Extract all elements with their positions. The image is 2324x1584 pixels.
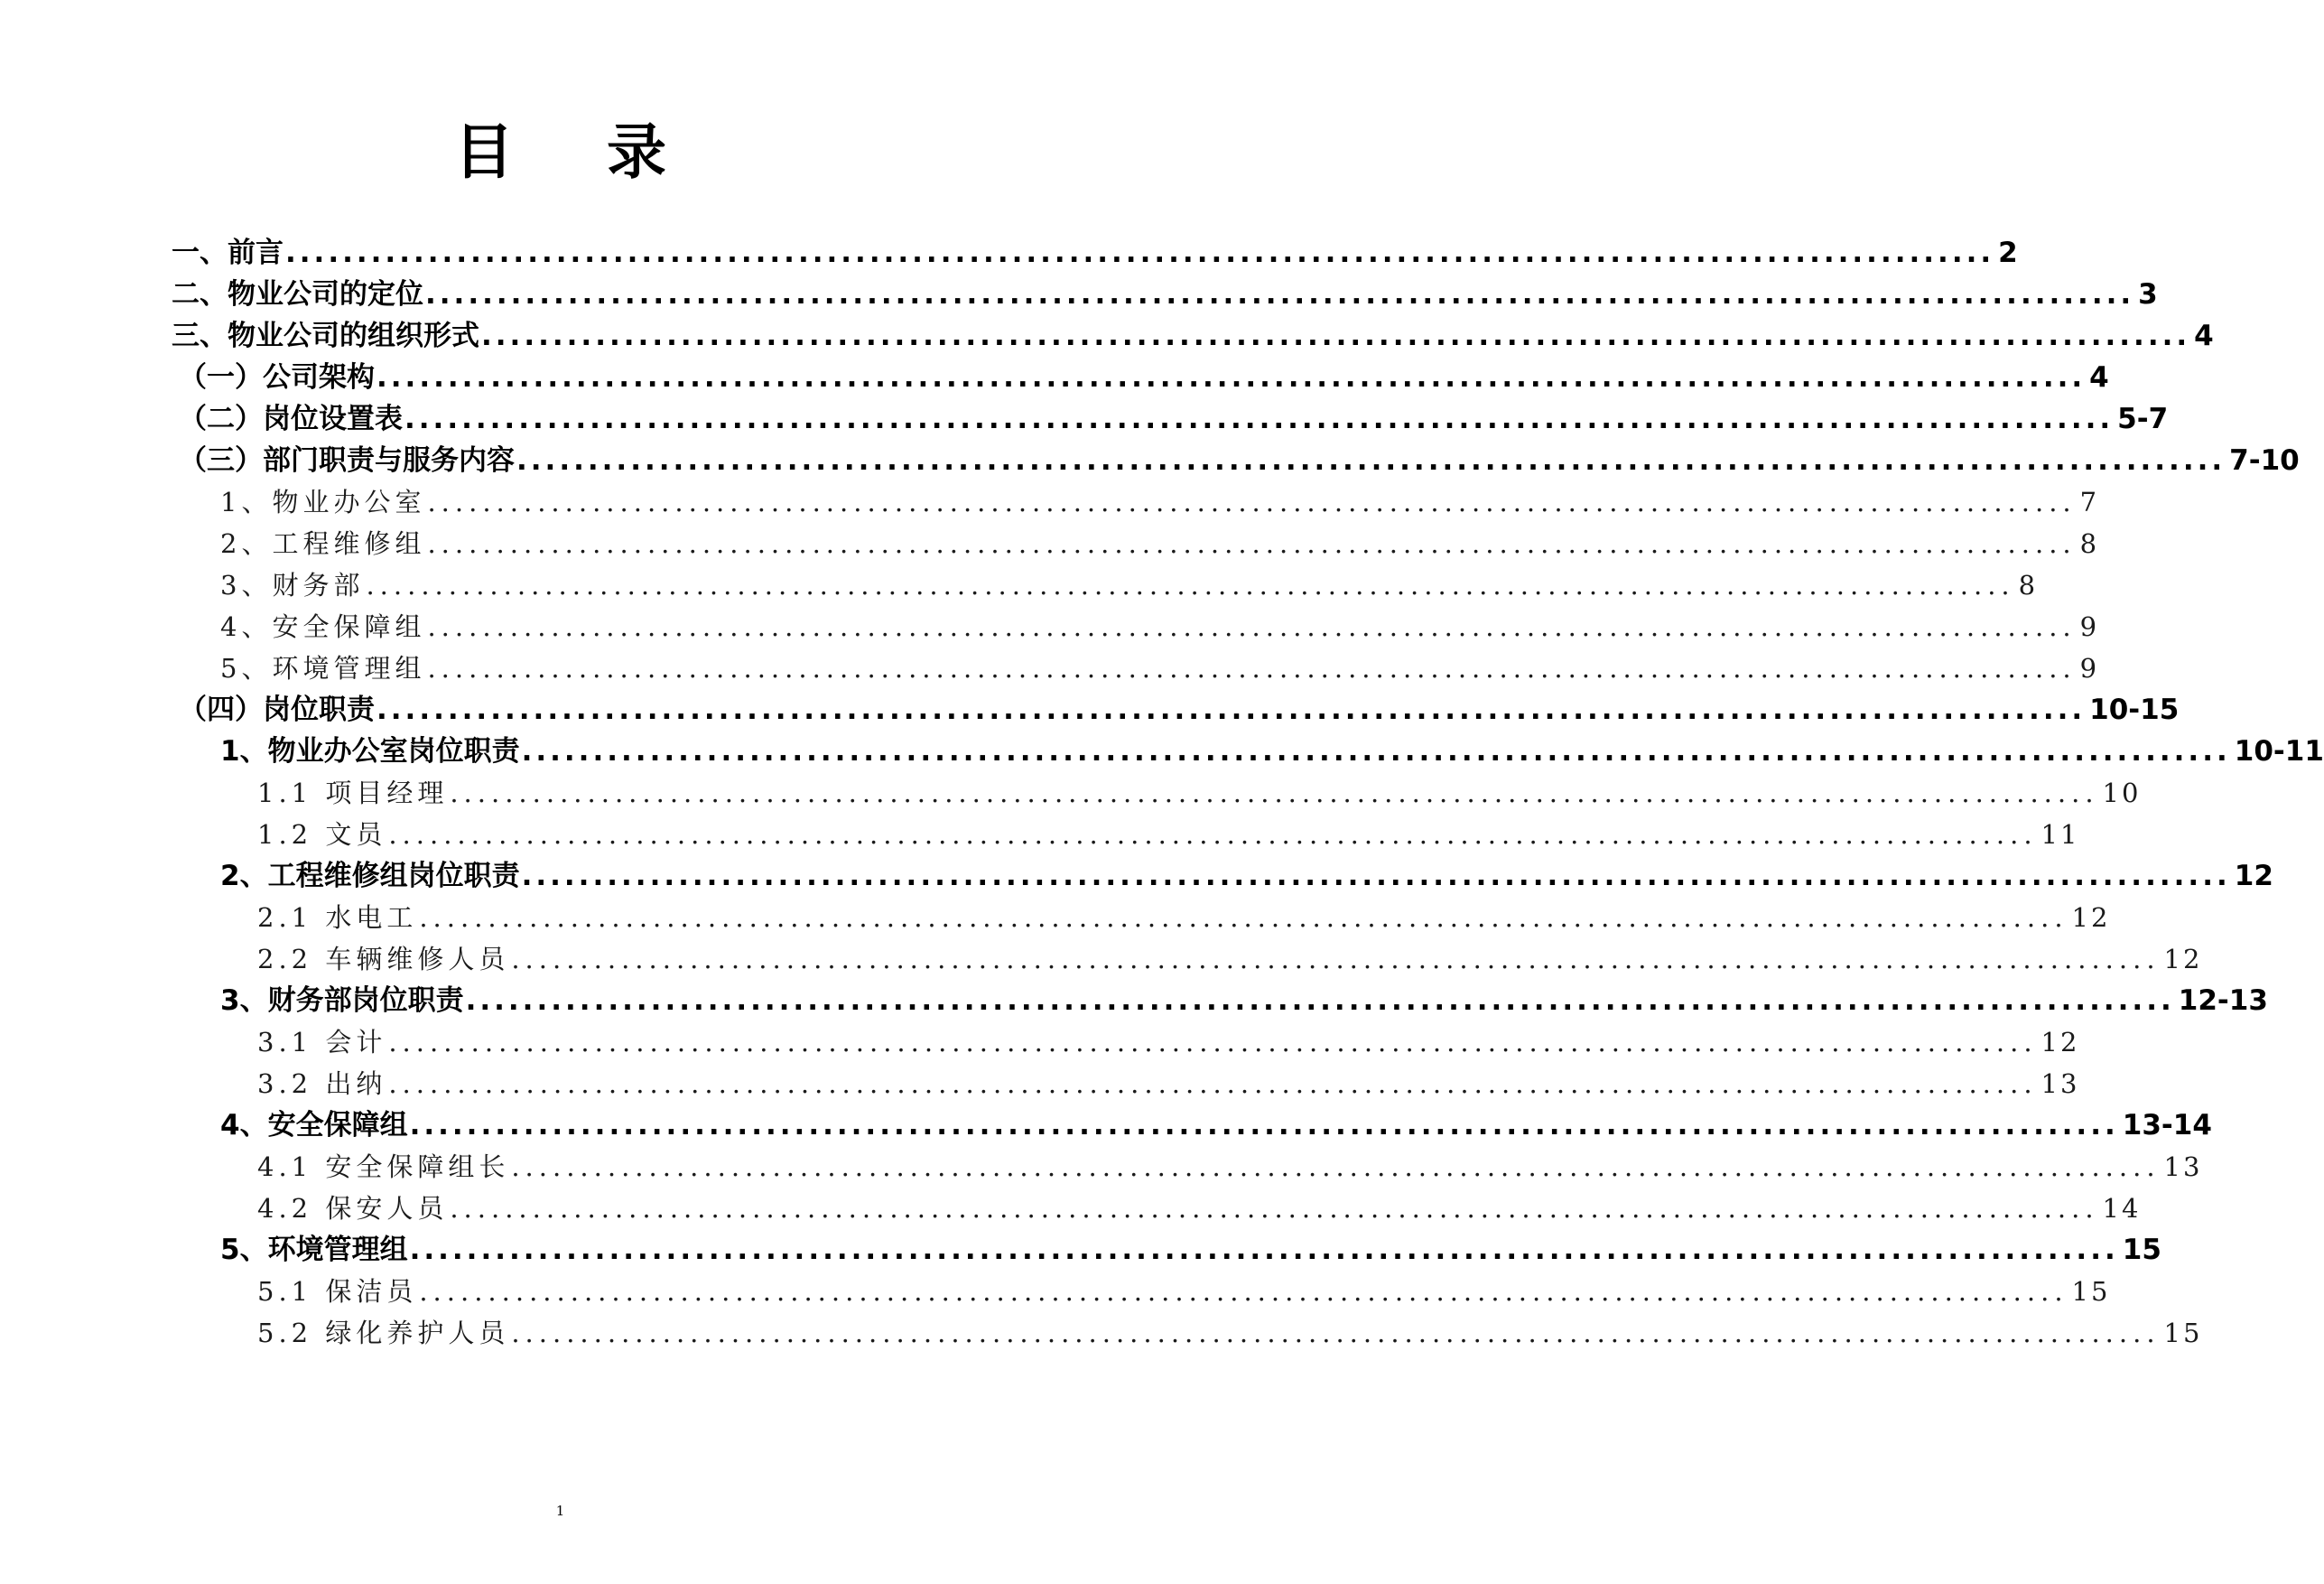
toc-entry[interactable]	[0, 980, 2268, 1021]
toc-entry-label: 4.1 安全保障组长	[257, 1151, 510, 1182]
toc-entry-label: 1、物业办公室	[220, 487, 426, 517]
toc-entry-page: 2	[1998, 237, 2018, 269]
toc-dot-leader: ........................................................................................................................	[376, 361, 2087, 394]
toc-entry-page: 11	[2040, 819, 2080, 850]
toc-entry-page: 12	[2040, 1027, 2080, 1058]
toc-entry-page: 10-11	[2234, 735, 2324, 768]
toc-entry[interactable]	[0, 1271, 2111, 1312]
toc-entry-page: 7	[2079, 487, 2100, 517]
toc-dot-leader: ........................................................................................................................	[427, 653, 2077, 684]
page-number: 1	[555, 1503, 565, 1519]
toc-entry-page: 13-14	[2122, 1109, 2212, 1141]
toc-dot-leader: ........................................................................................................................	[450, 1193, 2099, 1224]
toc-entry-page: 3	[2138, 278, 2158, 311]
toc-entry-page: 8	[2018, 570, 2039, 601]
toc-entry-label: 1.1 项目经理	[257, 778, 449, 808]
toc-entry-page: 13	[2163, 1151, 2203, 1182]
toc-entry-label: 5、环境管理组	[220, 653, 426, 684]
toc-entry-label: 4.2 保安人员	[257, 1193, 449, 1224]
toc-dot-leader: ........................................................................................................................	[511, 944, 2161, 974]
toc-entry[interactable]	[0, 606, 2100, 648]
toc-entry-label: 三、物业公司的组织形式	[172, 320, 479, 352]
toc-dot-leader: ........................................................................................................................	[450, 778, 2099, 808]
toc-entry-page: 13	[2040, 1068, 2080, 1099]
toc-entry[interactable]	[0, 481, 2100, 523]
toc-dot-leader: ........................................................................................................................	[388, 1027, 2038, 1058]
toc-entry[interactable]	[0, 274, 2158, 315]
toc-entry[interactable]	[0, 1188, 2142, 1229]
toc-dot-leader: ........................................................................................................................	[404, 403, 2115, 435]
toc-entry-page: 10-15	[2089, 694, 2180, 726]
table-of-contents	[0, 232, 2324, 1354]
toc-entry[interactable]	[0, 523, 2100, 564]
toc-entry[interactable]	[0, 897, 2111, 938]
toc-entry-label: 3、财务部	[220, 570, 365, 601]
toc-entry-label: 3.1 会计	[257, 1027, 387, 1058]
toc-dot-leader: ........................................................................................................................	[481, 320, 2191, 352]
toc-dot-leader: ........................................................................................................................	[516, 444, 2226, 477]
toc-entry[interactable]	[0, 814, 2080, 855]
toc-entry-page: 10	[2102, 778, 2142, 808]
toc-dot-leader: ........................................................................................................................	[388, 819, 2038, 850]
toc-dot-leader: ........................................................................................................................	[388, 1068, 2038, 1099]
toc-entry-label: （四）岗位职责	[179, 694, 375, 726]
toc-entry[interactable]	[0, 564, 2039, 606]
toc-entry-page: 12	[2234, 860, 2273, 892]
toc-dot-leader: ........................................................................................................................	[425, 278, 2135, 311]
toc-entry-label: 4、安全保障组	[220, 611, 426, 642]
toc-title: 目 录	[454, 116, 702, 187]
toc-entry[interactable]	[0, 689, 2180, 731]
toc-entry-label: 3.2 出纳	[257, 1068, 387, 1099]
toc-entry[interactable]	[0, 648, 2100, 689]
toc-entry-page: 4	[2089, 361, 2109, 394]
toc-dot-leader: ........................................................................................................................	[427, 487, 2077, 517]
toc-dot-leader: ........................................................................................................................	[285, 237, 1995, 269]
toc-entry[interactable]	[0, 1146, 2203, 1188]
toc-entry[interactable]	[0, 1104, 2212, 1146]
toc-entry[interactable]	[0, 855, 2273, 897]
toc-dot-leader: ........................................................................................................................	[465, 984, 2175, 1017]
toc-entry-page: 8	[2079, 528, 2100, 559]
toc-entry-page: 9	[2079, 653, 2100, 684]
toc-entry-page: 7-10	[2229, 444, 2300, 477]
toc-dot-leader: ........................................................................................................................	[521, 735, 2231, 768]
toc-dot-leader: ........................................................................................................................	[427, 611, 2077, 642]
toc-dot-leader: ........................................................................................................................	[419, 1276, 2068, 1307]
toc-dot-leader: ........................................................................................................................	[419, 902, 2068, 933]
toc-dot-leader: ........................................................................................................................	[376, 694, 2087, 726]
toc-entry-label: 二、物业公司的定位	[172, 278, 423, 311]
toc-entry-label: 1、物业办公室岗位职责	[220, 735, 520, 768]
toc-entry-label: 1.2 文员	[257, 819, 387, 850]
toc-entry-page: 15	[2163, 1318, 2203, 1348]
toc-entry-label: （二）岗位设置表	[179, 403, 403, 435]
toc-dot-leader: ........................................................................................................................	[511, 1151, 2161, 1182]
toc-entry-label: （三）部门职责与服务内容	[179, 444, 515, 477]
toc-entry[interactable]	[0, 440, 2300, 481]
toc-entry[interactable]	[0, 398, 2169, 440]
toc-entry-page: 15	[2071, 1276, 2111, 1307]
toc-entry-label: 一、前言	[172, 237, 284, 269]
toc-entry-label: 4、安全保障组	[220, 1109, 408, 1141]
toc-entry-label: 2、工程维修组岗位职责	[220, 860, 520, 892]
toc-entry-label: （一）公司架构	[179, 361, 375, 394]
toc-entry[interactable]	[0, 1021, 2080, 1063]
toc-entry[interactable]	[0, 1063, 2080, 1104]
toc-dot-leader: ........................................................................................................................	[511, 1318, 2161, 1348]
toc-entry-page: 5-7	[2117, 403, 2169, 435]
toc-entry-label: 5、环境管理组	[220, 1234, 408, 1266]
toc-dot-leader: ........................................................................................................................	[521, 860, 2231, 892]
toc-entry[interactable]	[0, 315, 2214, 357]
toc-entry[interactable]	[0, 357, 2109, 398]
toc-dot-leader: ........................................................................................................................	[427, 528, 2077, 559]
toc-entry-page: 15	[2122, 1234, 2161, 1266]
toc-dot-leader: ........................................................................................................................	[409, 1234, 2119, 1266]
toc-entry-page: 12-13	[2178, 984, 2268, 1017]
toc-entry-page: 4	[2194, 320, 2214, 352]
toc-entry-page: 12	[2163, 944, 2203, 974]
toc-entry-page: 12	[2071, 902, 2111, 933]
toc-entry-label: 2.2 车辆维修人员	[257, 944, 510, 974]
toc-entry[interactable]	[0, 232, 2018, 274]
toc-entry-label: 2、工程维修组	[220, 528, 426, 559]
toc-entry[interactable]	[0, 772, 2142, 814]
toc-entry[interactable]	[0, 1312, 2203, 1354]
toc-entry-label: 3、财务部岗位职责	[220, 984, 464, 1017]
toc-entry[interactable]	[0, 731, 2324, 772]
toc-entry[interactable]	[0, 1229, 2161, 1271]
toc-entry-label: 2.1 水电工	[257, 902, 418, 933]
toc-entry-label: 5.1 保洁员	[257, 1276, 418, 1307]
toc-entry[interactable]	[0, 938, 2203, 980]
toc-dot-leader: ........................................................................................................................	[409, 1109, 2119, 1141]
toc-entry-label: 5.2 绿化养护人员	[257, 1318, 510, 1348]
toc-dot-leader: ........................................................................................................................	[366, 570, 2015, 601]
toc-entry-page: 14	[2102, 1193, 2142, 1224]
toc-entry-page: 9	[2079, 611, 2100, 642]
